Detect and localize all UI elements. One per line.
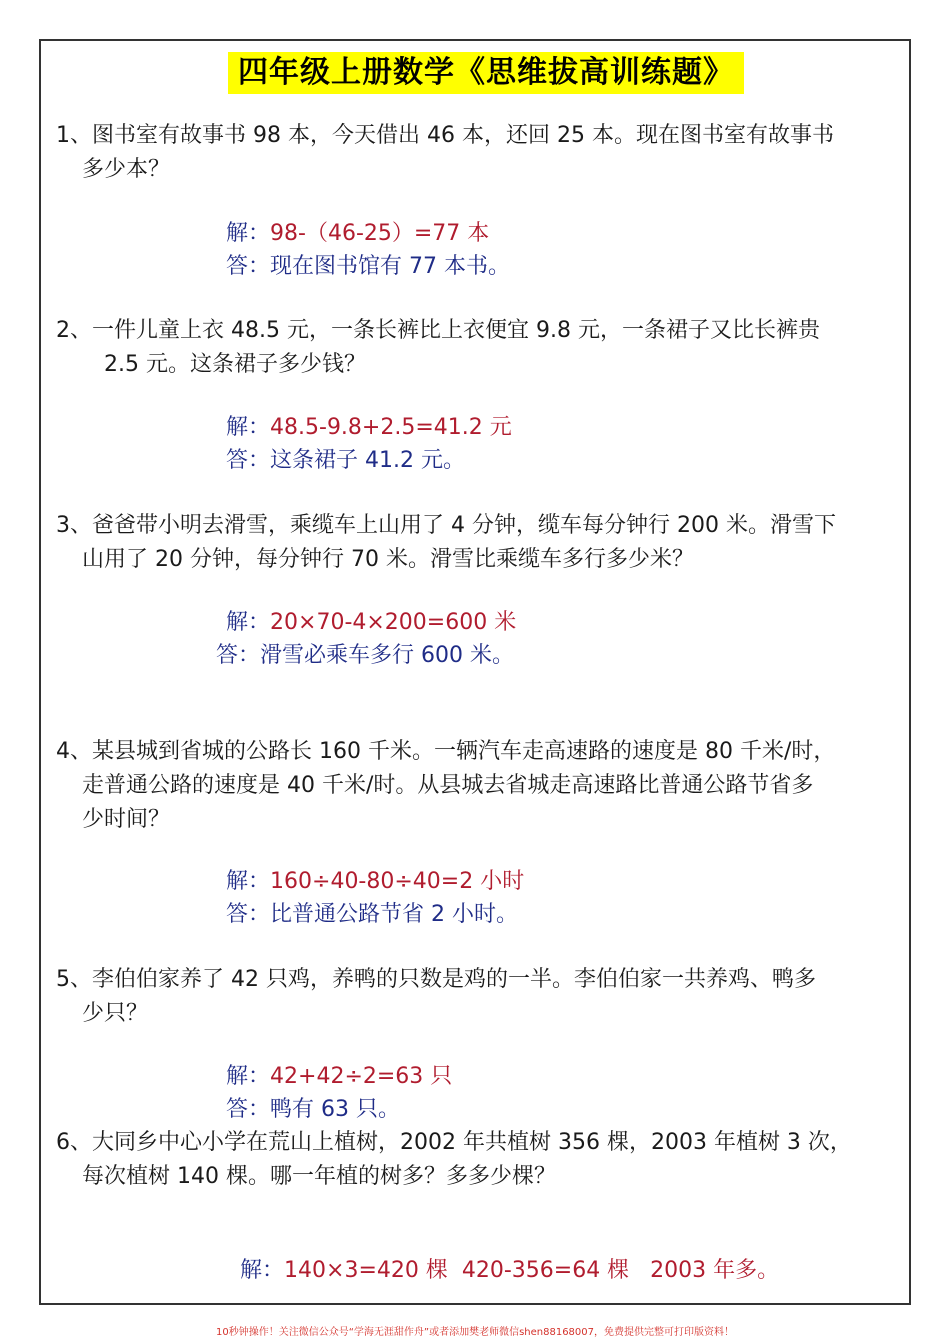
question-2 [56, 314, 886, 382]
question-text: 少时间？ [82, 807, 171, 832]
answer-label: 答： [226, 448, 271, 473]
solution-text: 20×70-4×200=600 米 [270, 610, 517, 635]
answer-label: 答： [216, 643, 261, 668]
page-title: 四年级上册数学《思维拔高训练题》 [228, 52, 744, 94]
question-text: 2.5 元。这条裙子多少钱？ [104, 352, 366, 377]
question-text: 多少本？ [82, 157, 171, 182]
solution-5 [226, 1061, 452, 1093]
answer-1 [226, 251, 510, 283]
answer-text: 现在图书馆有 77 本书。 [270, 254, 510, 279]
solution-label: 解： [226, 415, 271, 440]
answer-label: 答： [226, 902, 271, 927]
question-5 [56, 963, 886, 1031]
footer-note: 10秒钟操作！关注微信公众号“学海无涯甜作舟”或者添加樊老师微信shen88168007，免费提供完整可打印版资料！ [215, 1327, 735, 1338]
solution-label: 解： [226, 610, 271, 635]
solution-text: 140×3=420 棵 420-356=64 棵 2003 年多。 [284, 1258, 780, 1283]
question-text: 每次植树 140 棵。哪一年植的树多？多多少棵？ [82, 1164, 556, 1189]
solution-3 [226, 607, 516, 639]
question-text: 4、某县城到省城的公路长 160 千米。一辆汽车走高速路的速度是 80 千米/时， [56, 739, 836, 764]
solution-label: 解： [240, 1258, 285, 1283]
question-text: 山用了 20 分钟，每分钟行 70 米。滑雪比乘缆车多行多少米？ [82, 547, 694, 572]
question-text: 5、李伯伯家养了 42 只鸡，养鸭的只数是鸡的一半。李伯伯家一共养鸡、鸭多 [56, 967, 816, 992]
question-text: 6、大同乡中心小学在荒山上植树，2002 年共植树 356 棵，2003 年植树 3 次， [56, 1130, 852, 1155]
solution-1 [226, 218, 489, 250]
question-text: 2、一件儿童上衣 48.5 元，一条长裤比上衣便宜 9.8 元，一条裙子又比长裤贵 [56, 318, 820, 343]
answer-text: 鸭有 63 只。 [270, 1097, 400, 1122]
question-4 [56, 735, 886, 837]
answer-2 [226, 445, 465, 477]
answer-text: 这条裙子 41.2 元。 [270, 448, 465, 473]
answer-5 [226, 1094, 400, 1126]
question-6 [56, 1126, 886, 1194]
solution-label: 解： [226, 869, 271, 894]
solution-label: 解： [226, 1064, 271, 1089]
answer-text: 滑雪必乘车多行 600 米。 [260, 643, 514, 668]
question-text: 1、图书室有故事书 98 本，今天借出 46 本，还回 25 本。现在图书室有故事书 [56, 123, 834, 148]
question-text: 走普通公路的速度是 40 千米/时。从县城去省城走高速路比普通公路节省多 [82, 773, 814, 798]
solution-text: 160÷40-80÷40=2 小时 [270, 869, 525, 894]
solution-text: 48.5-9.8+2.5=41.2 元 [270, 415, 512, 440]
answer-text: 比普通公路节省 2 小时。 [270, 902, 518, 927]
solution-label: 解： [226, 221, 271, 246]
question-text: 少只？ [82, 1001, 149, 1026]
question-text: 3、爸爸带小明去滑雪，乘缆车上山用了 4 分钟，缆车每分钟行 200 米。滑雪下 [56, 513, 836, 538]
answer-label: 答： [226, 1097, 271, 1122]
solution-4 [226, 866, 524, 898]
solution-6 [226, 1223, 779, 1287]
answer-4 [226, 899, 518, 931]
question-1 [56, 119, 886, 187]
answer-label: 答： [226, 254, 271, 279]
solution-text: 42+42÷2=63 只 [270, 1064, 453, 1089]
solution-text: 98-（46-25）=77 本 [270, 221, 490, 246]
answer-3 [216, 640, 514, 672]
question-3 [56, 509, 886, 577]
solution-2 [226, 412, 512, 444]
